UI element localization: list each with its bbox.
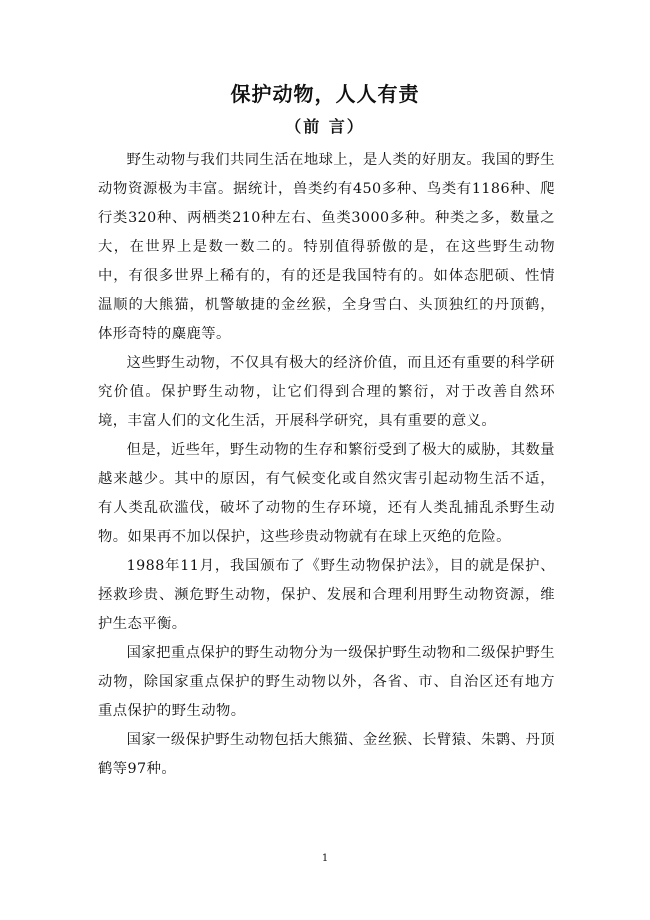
paragraph-5: 国家把重点保护的野生动物分为一级保护野生动物和二级保护野生动物，除国家重点保护的野生动物以外，各省、市、自治区还有地方重点保护的野生动物。	[98, 645, 555, 719]
paragraph-4: 1988年11月，我国颁布了《野生动物保护法》，目的就是保护、拯救珍贵、濒危野生动物，保护、发展和合理利用野生动物资源，维护生态平衡。	[98, 558, 555, 632]
page-title: 保护动物，人人有责	[230, 82, 420, 106]
paragraph-3: 但是，近些年，野生动物的生存和繁衍受到了极大的威胁，其数量越来越少。其中的原因，有气候变化或自然灾害引起动物生活不适，有人类乱砍滥伐，破坏了动物的生存环境，还有人类乱捕乱杀野生动物。如果再不加以保护，这些珍贵动物就有在球上灭绝的危险。	[98, 442, 555, 545]
page-number: 1	[321, 853, 329, 864]
paragraph-1: 野生动物与我们共同生活在地球上，是人类的好朋友。我国的野生动物资源极为丰富。据统计，兽类约有450多种、鸟类有1186种、爬行类320种、两栖类210种左右、鱼类3000多种。种类之多，数量之大，在世界上是数一数二的。特别值得骄傲的是，在这些野生动物中，有很多世界上稀有的，有的还是我国特有的。如体态肥硕、性情温顺的大熊猫，机警敏捷的金丝猴，全身雪白、头顶独红的丹顶鹤，体形奇特的麋鹿等。	[98, 152, 555, 342]
paragraph-2: 这些野生动物，不仅具有极大的经济价值，而且还有重要的科学研究价值。保护野生动物，让它们得到合理的繁衍，对于改善自然环境，丰富人们的文化生活，开展科学研究，具有重要的意义。	[98, 355, 555, 429]
paragraph-6: 国家一级保护野生动物包括大熊猫、金丝猴、长臂猿、朱鹮、丹顶鹤等97种。	[98, 732, 555, 777]
body-text	[98, 146, 555, 784]
preface-heading: （前 言）	[285, 117, 365, 136]
